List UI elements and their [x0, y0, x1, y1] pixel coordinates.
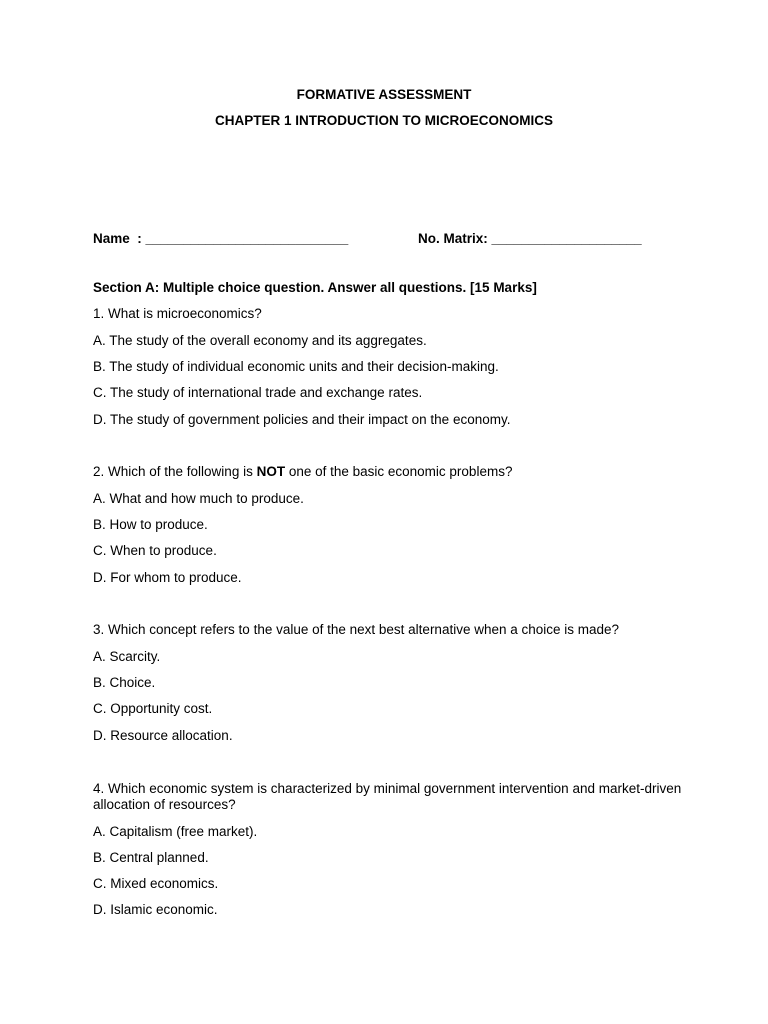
question-4-option-a: A. Capitalism (free market). [93, 824, 258, 839]
question-4-option-d: D. Islamic economic. [93, 902, 218, 917]
question-4: 4. Which economic system is characterized by minimal government intervention and market-driven allocation of resources? [93, 781, 682, 812]
question-4-option-c: C. Mixed economics. [93, 876, 219, 891]
question-1: 1. What is microeconomics? [93, 306, 262, 321]
question-1-option-a: A. The study of the overall economy and its aggregates. [93, 333, 427, 348]
question-2-option-c: C. When to produce. [93, 543, 217, 558]
question-3: 3. Which concept refers to the value of the next best alternative when a choice is made? [93, 622, 620, 637]
question-2-option-d: D. For whom to produce. [93, 570, 242, 585]
question-2-text-end: one of the basic economic problems? [285, 464, 513, 479]
question-1-option-b: B. The study of individual economic units and their decision-making. [93, 359, 499, 374]
matrix-blank-line: ____________________ [491, 231, 642, 246]
question-3-option-c: C. Opportunity cost. [93, 701, 213, 716]
matrix-number-field [418, 231, 642, 247]
name-label: Name : [93, 231, 146, 246]
document-subtitle: CHAPTER 1 INTRODUCTION TO MICROECONOMICS [214, 113, 553, 128]
document-title: FORMATIVE ASSESSMENT [296, 87, 472, 102]
question-4-option-b: B. Central planned. [93, 850, 209, 865]
question-3-option-a: A. Scarcity. [93, 649, 161, 664]
name-field [93, 231, 348, 247]
question-2-text-start: 2. Which of the following is [93, 464, 257, 479]
question-1-option-d: D. The study of government policies and their impact on the economy. [93, 412, 511, 427]
question-3-option-b: B. Choice. [93, 675, 156, 690]
question-1-option-c: C. The study of international trade and exchange rates. [93, 385, 423, 400]
question-2-option-a: A. What and how much to produce. [93, 491, 304, 506]
matrix-label: No. Matrix: [418, 231, 492, 246]
question-2-option-b: B. How to produce. [93, 517, 208, 532]
section-a-title: Section A: Multiple choice question. Answer all questions. [15 Marks] [93, 280, 537, 295]
name-blank-line: ___________________________ [145, 231, 349, 246]
question-3-option-d: D. Resource allocation. [93, 728, 233, 743]
question-2-emphasis: NOT [256, 464, 286, 479]
question-2 [93, 464, 683, 480]
